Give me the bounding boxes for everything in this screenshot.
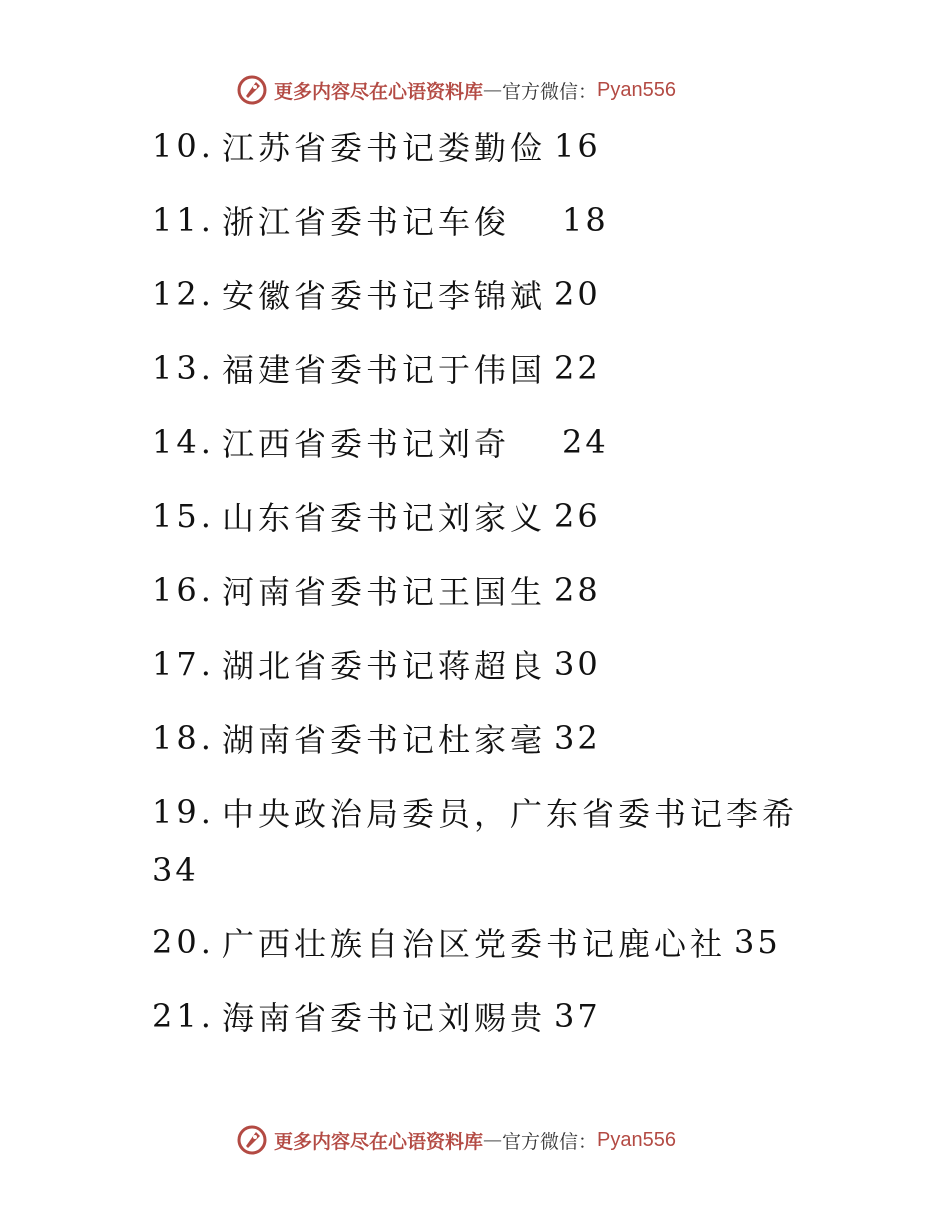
toc-entry[interactable] xyxy=(152,494,601,538)
toc-title: 湖南省委书记杜家毫 xyxy=(222,721,547,759)
toc-title: 江苏省委书记娄勤俭 xyxy=(222,129,547,167)
toc-title: 山东省委书记刘家义 xyxy=(222,499,547,537)
toc-page-number: 26 xyxy=(554,497,601,535)
toc-page-number: 35 xyxy=(734,923,781,961)
toc-entry[interactable] xyxy=(152,790,798,834)
toc-entry-continuation[interactable] xyxy=(152,848,199,892)
watermark-id: Pyan556 xyxy=(597,78,676,101)
toc-number: 20. xyxy=(152,923,215,961)
toc-title: 浙江省委书记车俊 xyxy=(222,203,511,241)
toc-entry[interactable] xyxy=(152,198,609,242)
watermark-contact-label: 官方微信： xyxy=(502,1130,598,1153)
toc-entry[interactable] xyxy=(152,272,601,316)
toc-entry[interactable] xyxy=(152,124,601,168)
toc-entry[interactable] xyxy=(152,642,601,686)
header-watermark xyxy=(236,73,676,107)
watermark-separator: — xyxy=(483,79,503,101)
toc-title: 河南省委书记王国生 xyxy=(222,573,547,611)
toc-title: 江西省委书记刘奇 xyxy=(222,425,511,463)
toc-page-number: 34 xyxy=(152,851,199,889)
toc-page-number: 37 xyxy=(554,997,601,1035)
watermark-text: 更多内容尽在心语资料库 xyxy=(274,1130,484,1153)
toc-entry[interactable] xyxy=(152,568,601,612)
watermark-text: 更多内容尽在心语资料库 xyxy=(274,80,484,103)
toc-number: 13. xyxy=(152,349,215,387)
toc-title: 湖北省委书记蒋超良 xyxy=(222,647,547,685)
toc-entry[interactable] xyxy=(152,716,601,760)
toc-number: 12. xyxy=(152,275,215,313)
watermark-contact-label: 官方微信： xyxy=(502,80,598,103)
toc-number: 17. xyxy=(152,645,215,683)
toc-page-number: 18 xyxy=(562,201,609,239)
toc-page-number: 28 xyxy=(554,571,601,609)
toc-number: 15. xyxy=(152,497,215,535)
pen-nib-logo-icon xyxy=(236,1124,268,1156)
footer-watermark xyxy=(236,1123,676,1157)
toc-number: 16. xyxy=(152,571,215,609)
toc-number: 19. xyxy=(152,793,215,831)
toc-entry[interactable] xyxy=(152,346,601,390)
toc-number: 10. xyxy=(152,127,215,165)
toc-page-number: 16 xyxy=(554,127,601,165)
toc-entry[interactable] xyxy=(152,420,609,464)
toc-page-number: 32 xyxy=(554,719,601,757)
watermark-id: Pyan556 xyxy=(597,1128,676,1151)
toc-page-number: 24 xyxy=(562,423,609,461)
watermark-separator: — xyxy=(483,1129,503,1151)
toc-number: 21. xyxy=(152,997,215,1035)
toc-page-number: 22 xyxy=(554,349,601,387)
toc-number: 18. xyxy=(152,719,215,757)
toc-page-number: 20 xyxy=(554,275,601,313)
toc-entry[interactable] xyxy=(152,920,781,964)
toc-number: 11. xyxy=(152,201,215,239)
toc-title: 海南省委书记刘赐贵 xyxy=(222,999,547,1037)
toc-title: 安徽省委书记李锦斌 xyxy=(222,277,547,315)
toc-title: 福建省委书记于伟国 xyxy=(222,351,547,389)
toc-title: 中央政治局委员，广东省委书记李希 xyxy=(222,795,799,833)
toc-number: 14. xyxy=(152,423,215,461)
toc-title: 广西壮族自治区党委书记鹿心社 xyxy=(222,925,727,963)
pen-nib-logo-icon xyxy=(236,74,268,106)
toc-entry[interactable] xyxy=(152,994,601,1038)
toc-page-number: 30 xyxy=(554,645,601,683)
